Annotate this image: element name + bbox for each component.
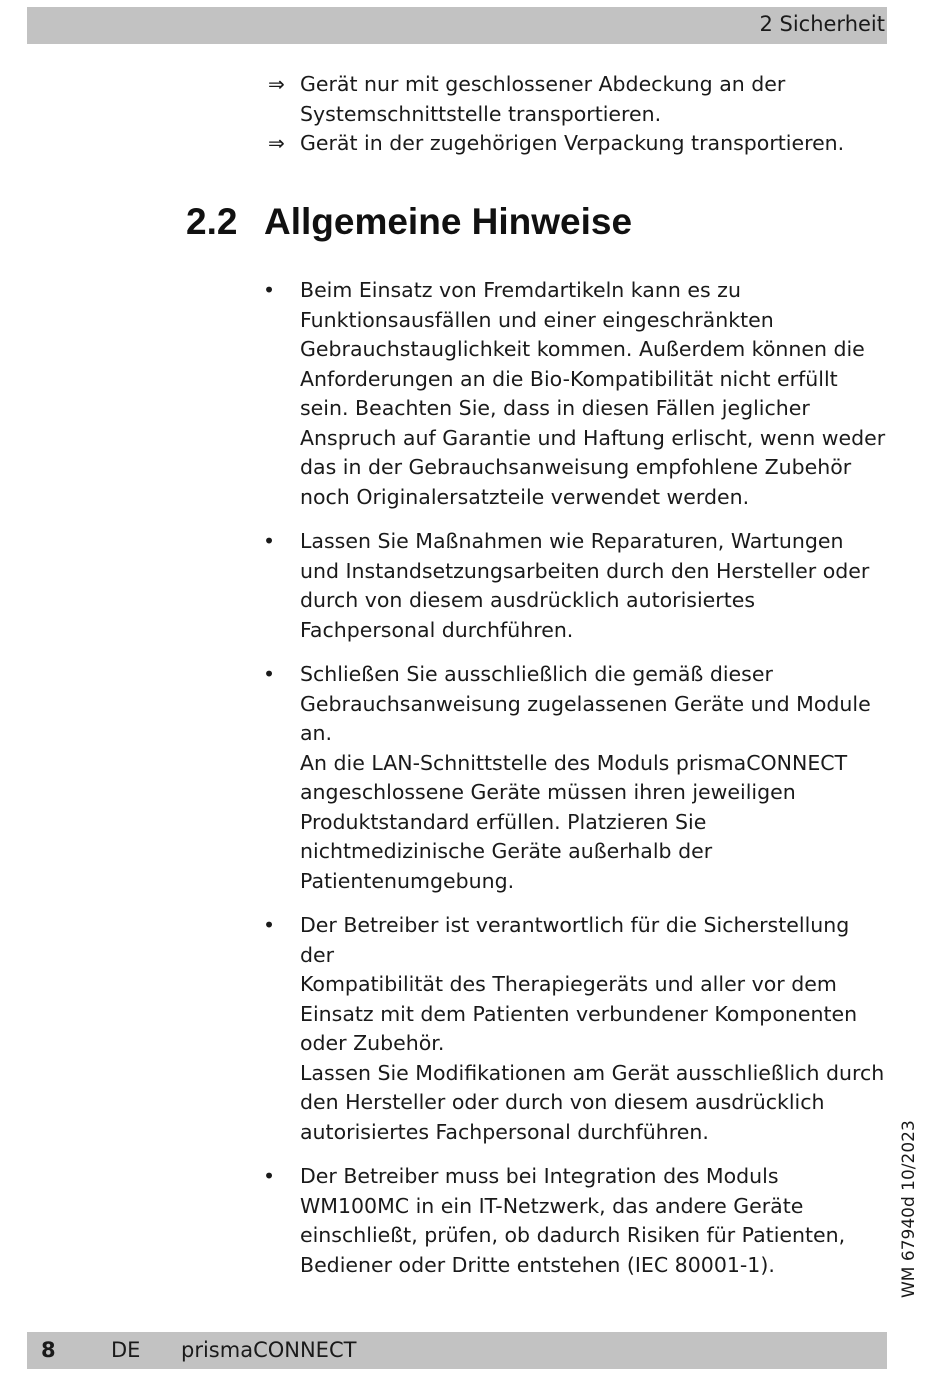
bullet-icon: • [263,278,276,302]
text-line: WM100MC in ein IT-Netzwerk, das andere Geräte [300,1193,804,1218]
arrow-icon: ⇒ [268,131,285,155]
list-item [263,276,889,512]
text-line: Produktstandard erfüllen. Platzieren Sie [300,809,707,834]
bullet-icon: • [263,662,276,686]
text-line: Anspruch auf Garantie und Haftung erlischt, wenn weder [300,425,886,450]
text-line: einschließt, prüfen, ob dadurch Risiken für Patienten, [300,1223,846,1247]
paragraph [300,911,889,1059]
bullet-list [263,276,889,1295]
text-line: Schließen Sie ausschließlich die gemäß dieser [300,662,773,686]
text-line: Anforderungen an die Bio-Kompatibilität nicht erfüllt [300,366,838,391]
paragraph [300,276,889,512]
header-bar [27,7,887,44]
list-item [263,527,889,645]
page-number: 8 [41,1338,56,1362]
text-line: Gerät in der zugehörigen Verpackung transportieren. [300,131,845,155]
text-line: Fachpersonal durchführen. [300,617,574,642]
list-item [263,911,889,1147]
text-line: Kompatibilität des Therapiegeräts und aller vor dem [300,972,837,996]
text-line: an. [300,721,333,745]
text-line: das in der Gebrauchsanweisung empfohlene Zubehör [300,455,852,479]
text-line: sein. Beachten Sie, dass in diesen Fällen jeglicher [300,396,810,420]
text-line: An die LAN-Schnittstelle des Moduls prismaCONNECT [300,750,848,775]
text-line: Gerät nur mit geschlossener Abdeckung an der [300,72,786,96]
text-line: Gebrauchstauglichkeit kommen. Außerdem können die [300,337,865,361]
intro-step-text [300,129,888,159]
chapter-title: 2 Sicherheit [759,12,885,36]
arrow-icon: ⇒ [268,72,285,96]
text-line: Lassen Sie Modifikationen am Gerät ausschließlich durch [300,1060,885,1085]
text-line: durch von diesem ausdrücklich autorisiertes [300,588,756,612]
language-code: DE [111,1338,141,1362]
product-name: prismaCONNECT [181,1338,357,1362]
paragraph [300,1059,889,1148]
paragraph [300,1162,889,1280]
text-line: und Instandsetzungsarbeiten durch den Hersteller oder [300,558,870,583]
bullet-icon: • [263,1164,276,1188]
intro-steps [268,70,888,159]
text-line: Systemschnittstelle transportieren. [300,101,662,126]
list-item [263,660,889,896]
text-line: angeschlossene Geräte müssen ihren jeweiligen [300,780,796,804]
text-line: autorisiertes Fachpersonal durchführen. [300,1119,709,1144]
section-heading [186,196,632,248]
intro-step [268,70,888,129]
text-line: Bediener oder Dritte entstehen (IEC 80001-1). [300,1252,775,1277]
text-line: noch Originalersatzteile verwendet werden. [300,484,750,509]
text-line: Funktionsausfällen und einer eingeschränkten [300,307,774,332]
paragraph [300,527,889,645]
text-line: Einsatz mit dem Patienten verbundener Komponenten [300,1001,858,1026]
bullet-icon: • [263,529,276,553]
text-line: oder Zubehör. [300,1031,445,1055]
paragraph [300,660,889,749]
intro-step [268,129,888,159]
text-line: Beim Einsatz von Fremdartikeln kann es zu [300,278,741,302]
document-code: WM 67940d 10/2023 [899,1120,919,1298]
text-line: Der Betreiber muss bei Integration des Moduls [300,1164,779,1188]
section-title: Allgemeine Hinweise [264,201,633,242]
text-line: den Hersteller oder durch von diesem ausdrücklich [300,1090,825,1114]
paragraph [300,749,889,897]
text-line: Der Betreiber ist verantwortlich für die Sicherstellung der [300,913,850,967]
text-line: Patientenumgebung. [300,868,515,893]
text-line: nichtmedizinische Geräte außerhalb der [300,839,713,863]
footer-bar [27,1332,887,1369]
list-item [263,1162,889,1280]
bullet-icon: • [263,913,276,937]
text-line: Lassen Sie Maßnahmen wie Reparaturen, Wartungen [300,529,844,553]
section-number: 2.2 [186,201,238,242]
text-line: Gebrauchsanweisung zugelassenen Geräte und Module [300,691,871,716]
intro-step-text [300,70,888,129]
